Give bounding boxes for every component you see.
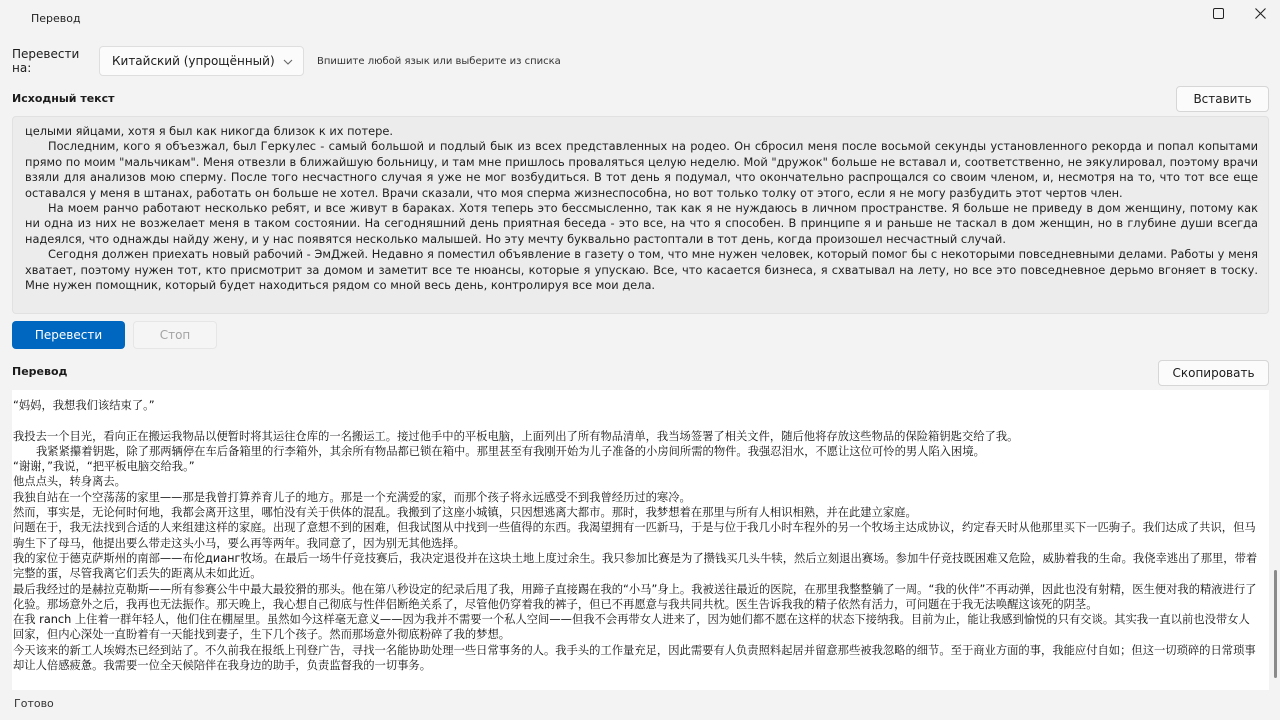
translation-paragraph: 我投去一个目光，看向正在搬运我物品以便暂时将其运往仓库的一名搬运工。接过他手中的平板电脑，上面列出了所有物品清单，我当场签署了相关文件，随后他将存放这些物品的保险箱钥匙交给了我。 xyxy=(13,429,1019,443)
translation-scrollbar[interactable] xyxy=(1274,570,1277,678)
source-paragraph: Последним, кого я объезжал, был Геркулес - самый большой и подлый бык из всех представленных на родео. Он сбросил меня после восьмой секунды установленного рекорда и попал копытами прямо по моим "мальчикам". Меня отвезли в ближайшую больницу, и там мне пришлось проваляться целую неделю. Мой "дружок" больше не вставал и, соответственно, не эякулировал, поэтому врачи взяли для анализов мою сперму. После того несчастного случая я уже не мог возбудиться. В тот день я подумал, что окончательно распрощался со своим членом, и, несмотря на то, что тот все еще оставался у меня в штанах, работать он больше не хотел. Врачи сказали, что моя сперма жизнеспособна, но вот только толку от этого, если я не могу разбудить этот чертов член. xyxy=(25,139,1258,200)
target-language-value: Китайский (упрощённый) xyxy=(112,54,275,68)
source-paragraph: целыми яйцами, хотя я был как никогда близок к их потере. xyxy=(25,124,394,138)
window-title: Перевод xyxy=(31,12,81,25)
stop-button[interactable]: Стоп xyxy=(133,321,217,349)
target-language-hint: Впишите любой язык или выберите из списка xyxy=(317,55,561,67)
translation-paragraph: 我的家位于德克萨斯州的南部——布伦дианг牧场。在最后一场牛仔竞技赛后，我决定退役并在这块土地上度过余生。我只参加比赛是为了攒钱买几头牛犊，然后立刻退出赛场。参加牛仔竞技既困难又危险，威胁着我的生命。我侥幸逃出了那里，带着完整的蛋，尽管我离它们丢失的距离从未如此近。 xyxy=(13,551,1258,581)
translation-blank-line xyxy=(13,413,1259,428)
close-button[interactable] xyxy=(1237,0,1280,26)
status-text: Готово xyxy=(14,697,54,710)
translation-output-area[interactable] xyxy=(12,390,1269,690)
translation-label: Перевод xyxy=(12,365,68,378)
translation-paragraph: 我独自站在一个空荡荡的家里——那是我曾打算养育儿子的地方。那是一个充满爱的家，而那个孩子将永远感受不到我曾经历过的寒冷。 xyxy=(13,490,691,504)
title-bar xyxy=(0,0,1280,38)
source-text-area[interactable] xyxy=(12,116,1269,314)
target-language-combobox[interactable] xyxy=(99,46,304,76)
translation-paragraph: 他点点头，转身离去。 xyxy=(13,475,126,489)
translation-paragraph: 然而，事实是，无论何时何地，我都会离开这里，哪怕没有关于供体的混乱。我搬到了这座小城镇，只因想逃离大都市。那时，我梦想着在那里与所有人相识相熟，并在此建立家庭。 xyxy=(13,506,917,520)
close-icon xyxy=(1255,8,1266,19)
translation-paragraph: 问题在于，我无法找到合适的人来组建这样的家庭。出现了意想不到的困难，但我试图从中找到一些值得的东西。我渴望拥有一匹新马，于是与位于我几小时车程外的另一个牧场主达成协议，约定春天时从他那里买下一匹驹子。我们达成了共识，但马驹生下了母马，他提出要么带走这头小马，要么再等两年。我同意了，因为别无其他选择。 xyxy=(13,521,1256,550)
translation-paragraph: 我紧紧攥着钥匙，除了那两辆停在车后备箱里的行李箱外，其余所有物品都已锁在箱中。那里甚至有我刚开始为儿子准备的小房间所需的物件。我强忍泪水，不愿让这位可怜的男人陷入困境。 xyxy=(36,444,985,458)
maximize-icon xyxy=(1213,8,1224,19)
copy-button[interactable]: Скопировать xyxy=(1158,360,1269,386)
translate-button[interactable]: Перевести xyxy=(12,321,125,349)
source-paragraph: Сегодня должен приехать новый рабочий - ЭмДжей. Недавно я поместил объявление в газету о том, что мне нужен человек, который помог бы с некоторыми повседневными делами. Работы у меня хватает, поэтому нужен тот, кто присмотрит за домом и заметит все те нюансы, которые я упускаю. Все, что касается бизнеса, я схватывал на лету, но все это повседневное дерьмо вгоняет в тоску. Мне нужен помощник, который будет находиться рядом со мной весь день, контролируя все мои дела. xyxy=(25,247,1258,293)
translation-paragraph: 在我 ranch 上住着一群年轻人，他们住在棚屋里。虽然如今这样毫无意义——因为我并不需要一个私人空间——但我不会再带女人进来了，因为她们都不愿在这样的状态下接纳我。目前为止，能让我感到愉悦的只有交谈。其实我一直以前也没带女人回家，但内心深处一直盼着有一天能找到妻子，生下几个孩子。然而那场意外彻底粉碎了我的梦想。 xyxy=(13,613,1250,642)
source-text-label: Исходный текст xyxy=(12,92,115,105)
target-language-label: Перевести на: xyxy=(12,47,80,75)
source-paragraph: На моем ранчо работают несколько ребят, и все живут в бараках. Хотя теперь это бессмысленно, так как я не нуждаюсь в личном пространстве. Я больше не приведу в дом женщину, потому как ни одна из них не возжелает меня в таком состоянии. На сегодняшний день приятная беседа - это все, на что я способен. В принципе я и раньше не таскал в дом женщин, но в глубине души всегда надеялся, что однажды найду жену, и у нас появятся несколько малышей. Но эту мечту буквально растоптали в тот день, когда произошел несчастный случай. xyxy=(25,201,1258,246)
translation-paragraph: “妈妈，我想我们该结束了。” xyxy=(13,399,155,412)
target-language-row xyxy=(12,46,561,76)
chevron-down-icon xyxy=(283,54,293,68)
maximize-button[interactable] xyxy=(1195,0,1241,26)
translation-paragraph: 最后我经过的是赫拉克勒斯——所有参赛公牛中最大最狡猾的那头。他在第八秒设定的纪录后甩了我，用蹄子直接踢在我的“小马”身上。我被送往最近的医院，在那里我整整躺了一周。“我的伙伴”不再动弹，因此也没有射精，医生便对我的精液进行了化验。那场意外之后，我再也无法振作。那天晚上，我心想自己彻底与性伴侣断绝关系了，尽管他仍穿着我的裤子，但已不再愿意与我共同共枕。医生告诉我我的精子依然有活力，可问题在于我无法唤醒这该死的阴茎。 xyxy=(13,582,1257,611)
translation-paragraph: 今天该来的新工人埃姆杰已经到站了。不久前我在报纸上刊登广告，寻找一名能协助处理一些日常事务的人。我手头的工作量充足，因此需要有人负责照料起居并留意那些被我忽略的细节。至于商业方面的事，我能应付自如；但这一切琐碎的日常琐事却让人倍感疲惫。我需要一位全天候陪伴在我身边的助手，负责监督我的一切事务。 xyxy=(13,643,1256,673)
paste-button[interactable]: Вставить xyxy=(1176,86,1269,112)
translation-paragraph: “谢谢，”我说，“把平板电脑交给我。” xyxy=(13,460,195,474)
